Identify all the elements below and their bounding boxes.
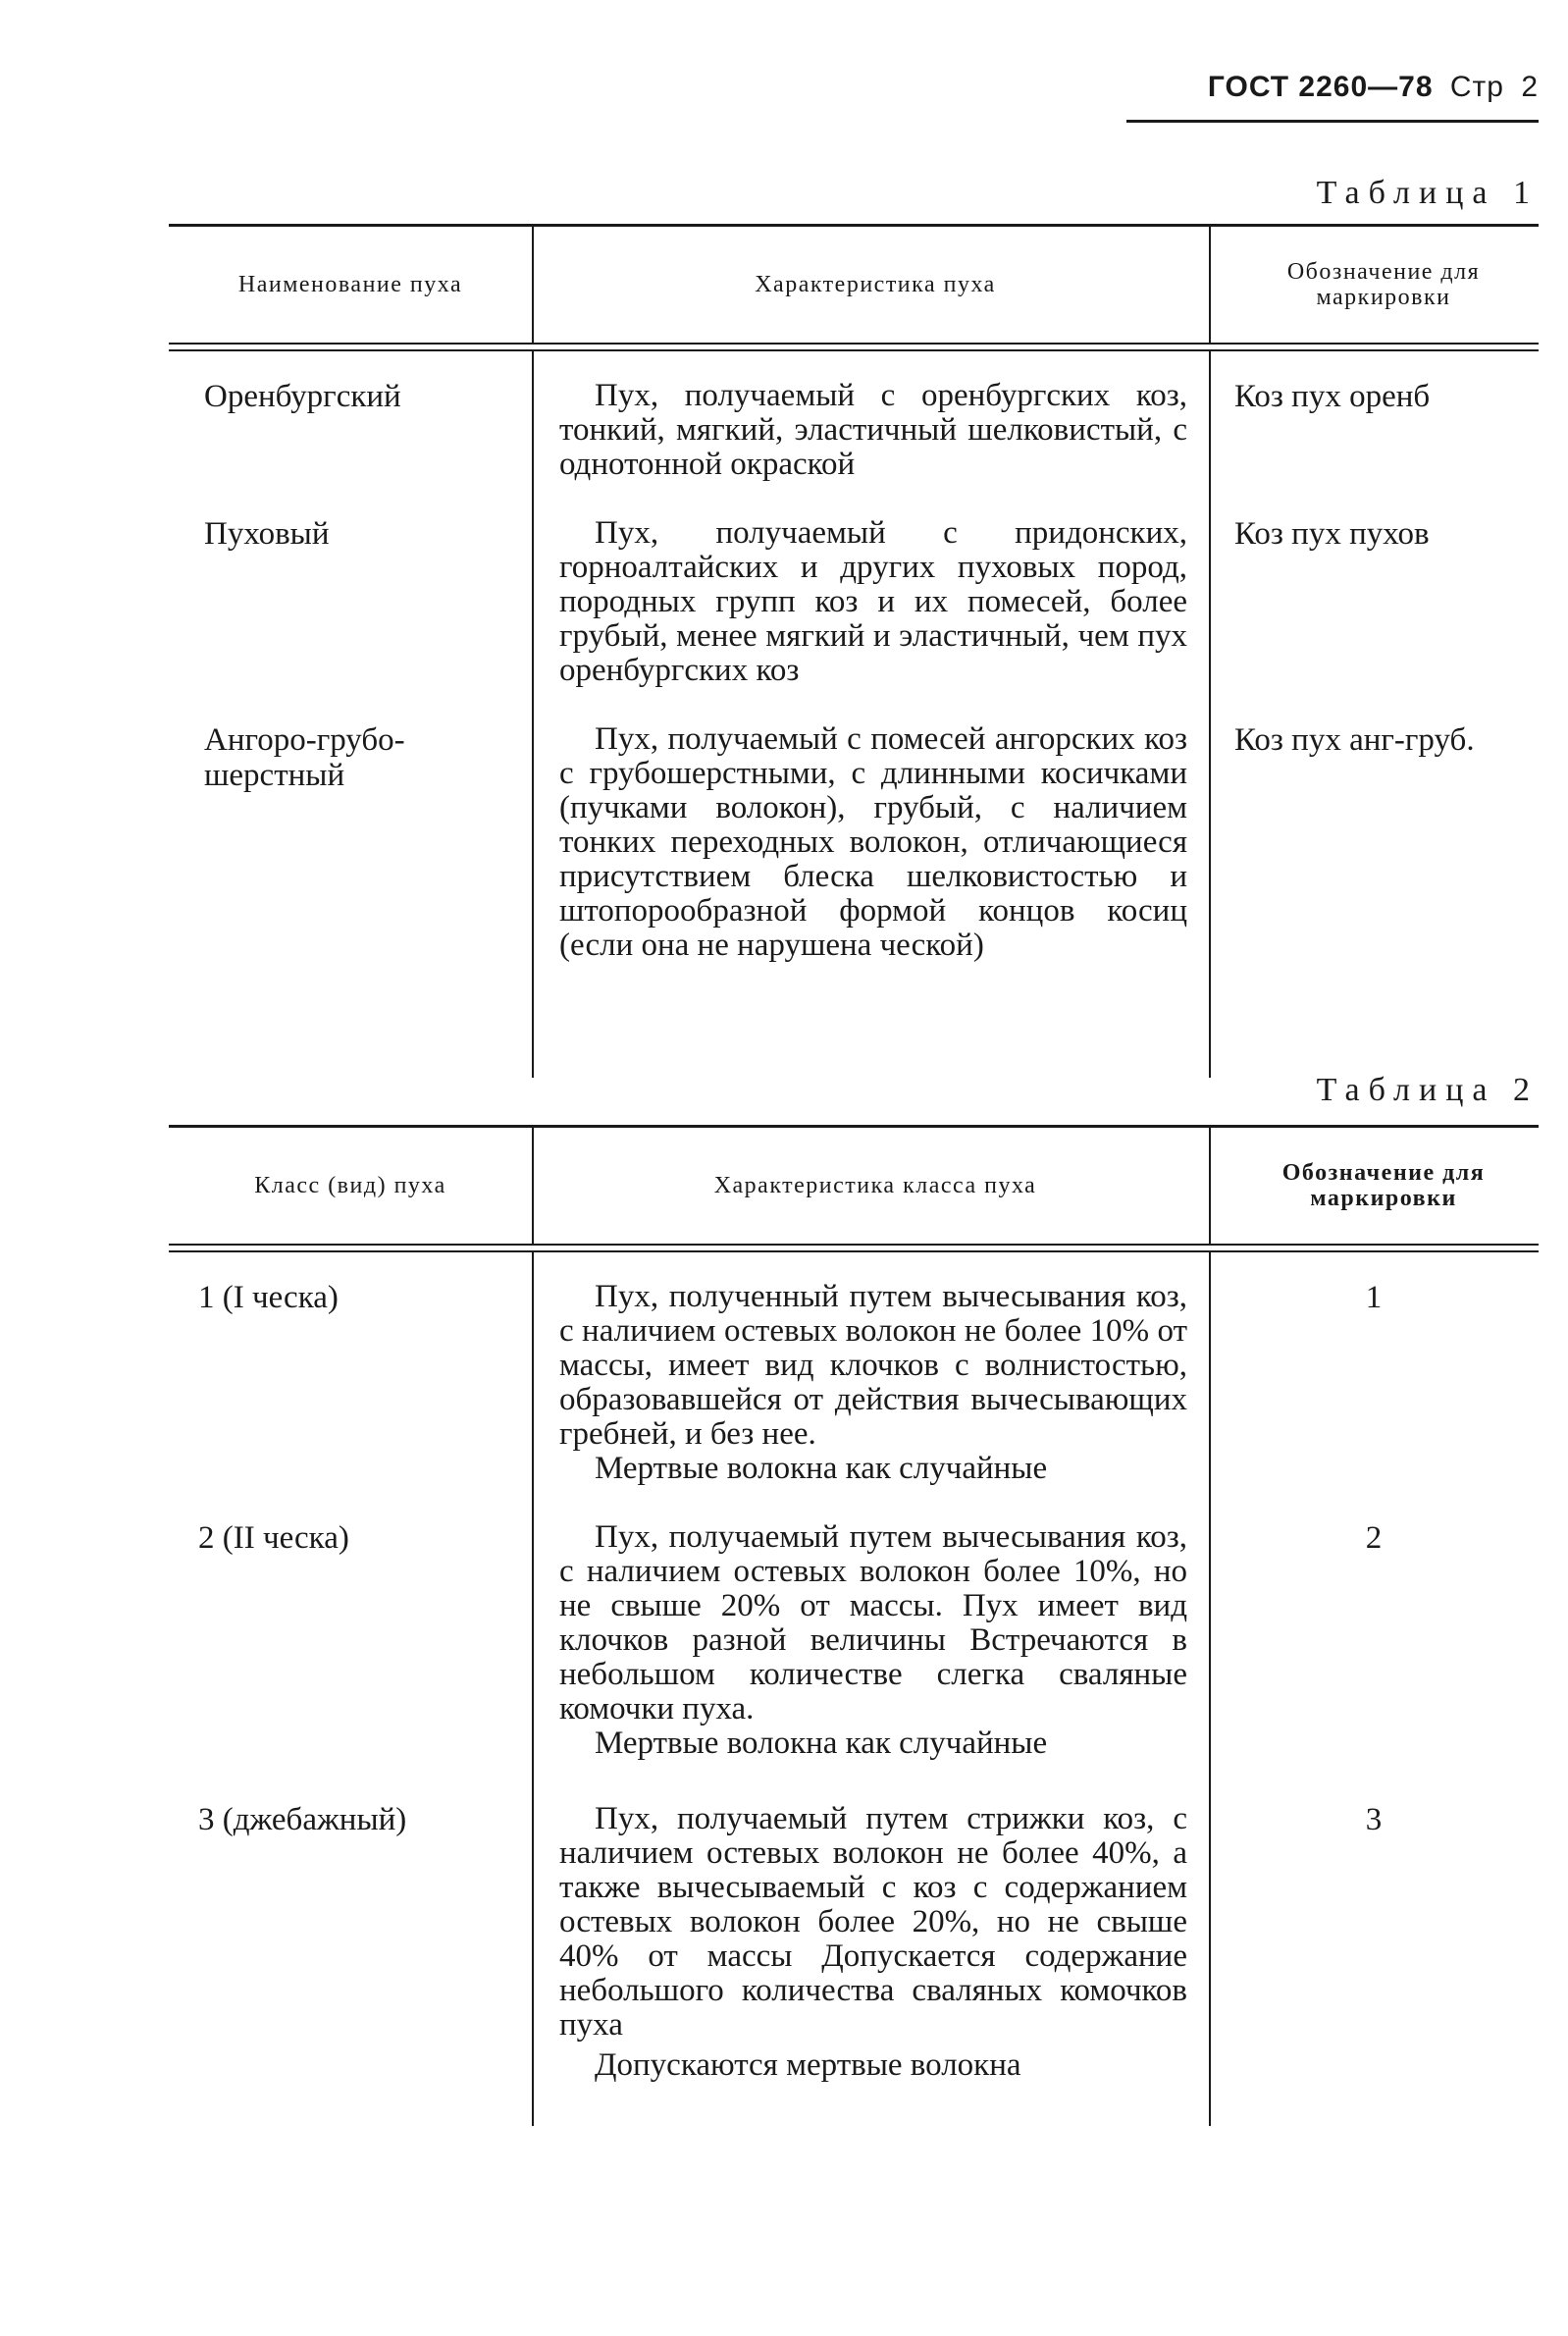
- row-description: [559, 1520, 1187, 1761]
- document-code: ГОСТ 2260—78: [1207, 71, 1434, 103]
- table2-body: [169, 1252, 1539, 2126]
- table1-header-divider-2: [1209, 227, 1211, 343]
- table2: [169, 1125, 1539, 2126]
- row-description-text: Пух, получаемый с придонских, горноалтайских и других пуховых пород, породных групп коз и их помесей, более грубый, менее мягкий и эластичный, чем пух оренбургских коз: [559, 515, 1187, 688]
- row-name: Оренбургский: [204, 379, 401, 414]
- table1-caption: Таблица 1: [1316, 175, 1539, 211]
- row-description-text: Пух, получаемый с помесей ангорских коз с грубошерстными, с длинными косичками (пучками волокон), грубый, с наличием тонких переходных волокон, отличающиеся присутствием блеска шелковистостью и штопорообразной формой концов косиц (если она не нарушена ческой): [559, 721, 1187, 963]
- table2-col-code: Обозначение для маркировки: [1281, 1160, 1486, 1211]
- row-description-text: Пух, получаемый с оренбургских коз, тонкий, мягкий, эластичный шелковистый, с однотонной окраской: [559, 378, 1187, 482]
- table1-header: [169, 227, 1539, 343]
- page-header: [1208, 71, 1539, 104]
- table2-divider-1: [532, 1252, 534, 2126]
- table2-header-divider-1: [532, 1128, 534, 1244]
- row-code: Коз пух оренб: [1234, 379, 1431, 414]
- row-name: 3 (джебажный): [198, 1802, 407, 1837]
- row-code: Коз пух анг-груб.: [1234, 722, 1475, 758]
- row-code: Коз пух пухов: [1234, 516, 1430, 552]
- row-description: [559, 379, 1187, 482]
- table2-col-description: Характеристика класса пуха: [713, 1173, 1037, 1198]
- table1-body: [169, 351, 1539, 1078]
- row-name: 1 (I ческа): [198, 1280, 339, 1315]
- row-description: [559, 722, 1187, 963]
- table1-divider-1: [532, 351, 534, 1078]
- row-description: [559, 1802, 1187, 2083]
- table1-header-rule: [169, 343, 1539, 351]
- row-description-text: Пух, получаемый путем стрижки коз, с наличием остевых волокон не более 40%, а также вычесываемый с коз с содержанием остевых волокон более 20%, но не свыше 40% от массы Допускается содержание небольшого количества сваляных комочков пуха: [559, 1801, 1187, 2043]
- row-code: 2: [1365, 1520, 1383, 1556]
- table1-header-divider-1: [532, 227, 534, 343]
- header-rule: [1126, 120, 1539, 123]
- row-note: Допускаются мертвые волокна: [595, 2047, 1021, 2083]
- table2-divider-2: [1209, 1252, 1211, 2126]
- table1-col-name: Наименование пуха: [237, 272, 463, 297]
- row-code: 3: [1365, 1802, 1383, 1837]
- table2-caption: Таблица 2: [1316, 1072, 1539, 1108]
- row-name: Пуховый: [204, 516, 330, 552]
- table2-header: [169, 1128, 1539, 1244]
- table2-header-divider-2: [1209, 1128, 1211, 1244]
- table1: [169, 224, 1539, 1078]
- row-name: Ангоро-грубо-шерстный: [204, 722, 405, 793]
- page-number: 2: [1521, 71, 1539, 103]
- row-description-text: Пух, получаемый путем вычесывания коз, с наличием остевых волокон более 10%, но не свыше 20% от массы. Пух имеет вид клочков разной величины Встречаются в небольшом количестве слегка сваляные комочки пуха.: [559, 1519, 1187, 1726]
- row-description: [559, 1280, 1187, 1486]
- row-name: 2 (II ческа): [198, 1520, 349, 1556]
- table1-col-description: Характеристика пуха: [755, 272, 996, 297]
- row-description-text: Пух, полученный путем вычесывания коз, с наличием остевых волокон не более 10% от массы, имеет вид клочков с волнистостью, образовавшейся от действия вычесывающих гребней, и без нее.: [559, 1279, 1187, 1452]
- row-note: Мертвые волокна как случайные: [595, 1725, 1048, 1761]
- table1-divider-2: [1209, 351, 1211, 1078]
- page-label: Стр: [1449, 71, 1504, 103]
- row-code: 1: [1365, 1280, 1383, 1315]
- table1-col-code: Обозначение для маркировки: [1286, 259, 1481, 310]
- row-note: Мертвые волокна как случайные: [595, 1451, 1048, 1486]
- table2-col-name: Класс (вид) пуха: [254, 1173, 446, 1198]
- table2-header-rule: [169, 1244, 1539, 1252]
- row-description: [559, 516, 1187, 688]
